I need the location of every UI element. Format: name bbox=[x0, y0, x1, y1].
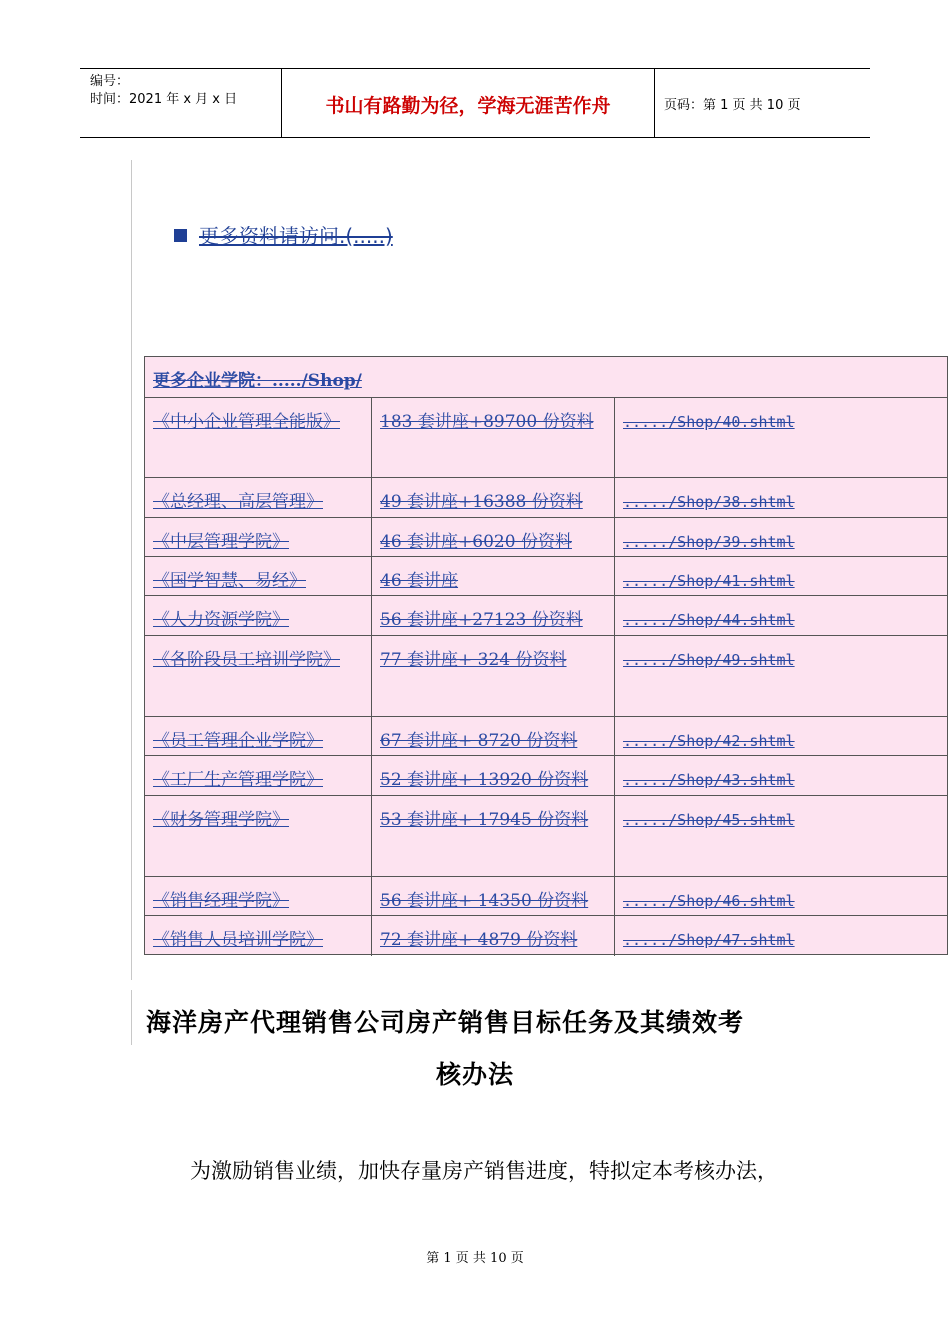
academy-url[interactable]: ...../Shop/44.shtml bbox=[614, 596, 948, 636]
table-row bbox=[145, 716, 947, 756]
academy-count[interactable]: 67 套讲座+ 8720 份资料 bbox=[371, 717, 614, 756]
academy-name[interactable]: 《销售人员培训学院》 bbox=[153, 930, 323, 950]
academy-url[interactable]: ...../Shop/47.shtml bbox=[614, 916, 948, 956]
academy-name[interactable]: 《财务管理学院》 bbox=[153, 810, 289, 830]
academy-table bbox=[144, 356, 948, 955]
header-meta bbox=[80, 69, 280, 137]
table-title-row bbox=[145, 357, 947, 397]
motto: 书山有路勤为径，学海无涯苦作舟 bbox=[325, 95, 611, 117]
academy-name[interactable]: 《员工管理企业学院》 bbox=[153, 731, 323, 751]
table-row bbox=[145, 397, 947, 478]
academy-url[interactable]: ...../Shop/41.shtml bbox=[614, 557, 948, 596]
academy-url[interactable]: ...../Shop/38.shtml bbox=[614, 478, 948, 518]
table-row bbox=[145, 876, 947, 916]
academy-name[interactable]: 《总经理、高层管理》 bbox=[153, 492, 323, 512]
table-row bbox=[145, 755, 947, 796]
academy-url[interactable]: ...../Shop/40.shtml bbox=[614, 398, 948, 478]
academy-count[interactable]: 72 套讲座+ 4879 份资料 bbox=[371, 916, 614, 956]
academy-url[interactable]: ...../Shop/42.shtml bbox=[614, 717, 948, 756]
academy-url[interactable]: ...../Shop/43.shtml bbox=[614, 756, 948, 796]
academy-count[interactable]: 52 套讲座+ 13920 份资料 bbox=[371, 756, 614, 796]
document-title-line2: 核办法 bbox=[435, 1060, 514, 1089]
table-row bbox=[145, 556, 947, 596]
academy-url[interactable]: ...../Shop/46.shtml bbox=[614, 877, 948, 916]
document-title-line1: 海洋房产代理销售公司房产销售目标任务及其绩效考 bbox=[146, 1008, 745, 1037]
square-bullet-icon bbox=[174, 229, 187, 242]
header-motto-cell bbox=[281, 69, 655, 137]
academy-name[interactable]: 《工厂生产管理学院》 bbox=[153, 770, 323, 790]
page-info: 页码：第 1 页 共 10 页 bbox=[664, 98, 801, 113]
table-row bbox=[145, 915, 947, 956]
number-label: 编号： bbox=[90, 74, 130, 89]
academy-count[interactable]: 56 套讲座+27123 份资料 bbox=[371, 596, 614, 636]
academy-count[interactable]: 46 套讲座 bbox=[371, 557, 614, 596]
table-row bbox=[145, 635, 947, 717]
academy-name[interactable]: 《各阶段员工培训学院》 bbox=[153, 650, 340, 670]
page-footer: 第 1 页 共 10 页 bbox=[426, 1251, 524, 1266]
body-paragraph: 为激励销售业绩，加快存量房产销售进度，特拟定本考核办法， bbox=[190, 1159, 778, 1183]
academy-name[interactable]: 《国学智慧、易经》 bbox=[153, 571, 306, 591]
more-info-text[interactable]: 更多资料请访问.(.....) bbox=[199, 224, 393, 248]
margin-line bbox=[131, 990, 132, 1045]
academy-count[interactable]: 56 套讲座+ 14350 份资料 bbox=[371, 877, 614, 916]
academy-name[interactable]: 《中小企业管理全能版》 bbox=[153, 412, 340, 432]
academy-count[interactable]: 49 套讲座+16388 份资料 bbox=[371, 478, 614, 518]
academy-count[interactable]: 77 套讲座+ 324 份资料 bbox=[371, 636, 614, 717]
table-title[interactable]: 更多企业学院：...../Shop/ bbox=[153, 371, 362, 391]
table-row bbox=[145, 795, 947, 877]
academy-url[interactable]: ...../Shop/49.shtml bbox=[614, 636, 948, 717]
academy-url[interactable]: ...../Shop/45.shtml bbox=[614, 796, 948, 877]
margin-line bbox=[131, 160, 132, 980]
academy-url[interactable]: ...../Shop/39.shtml bbox=[614, 518, 948, 557]
academy-name[interactable]: 《销售经理学院》 bbox=[153, 891, 289, 911]
table-row bbox=[145, 595, 947, 636]
academy-name[interactable]: 《中层管理学院》 bbox=[153, 532, 289, 552]
academy-name[interactable]: 《人力资源学院》 bbox=[153, 610, 289, 630]
time-label: 时间：2021 年 x 月 x 日 bbox=[90, 92, 238, 107]
page-header bbox=[80, 68, 870, 138]
table-row bbox=[145, 517, 947, 557]
academy-count[interactable]: 53 套讲座+ 17945 份资料 bbox=[371, 796, 614, 877]
more-info-link[interactable] bbox=[174, 220, 393, 249]
academy-count[interactable]: 46 套讲座+6020 份资料 bbox=[371, 518, 614, 557]
academy-count[interactable]: 183 套讲座+89700 份资料 bbox=[371, 398, 614, 478]
table-row bbox=[145, 477, 947, 518]
